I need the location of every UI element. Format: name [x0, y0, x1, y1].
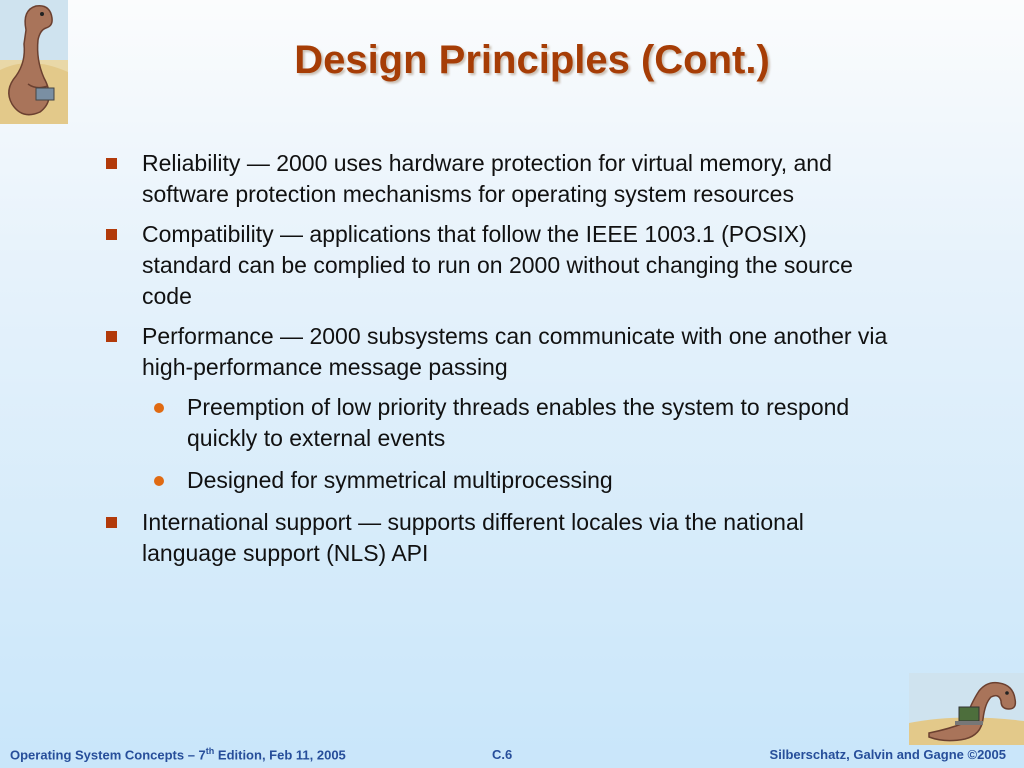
sub-bullet-text: Designed for symmetrical multiprocessing — [187, 467, 613, 493]
dinosaur-logo-bottom — [909, 673, 1024, 745]
bullet-text: Compatibility — applications that follow the IEEE 1003.1 (POSIX) standard can be complied to run on 2000 without changing the source code — [142, 221, 853, 309]
square-bullet-icon — [106, 517, 117, 528]
slide-title: Design Principles (Cont.) — [294, 38, 770, 82]
round-bullet-icon — [154, 476, 164, 486]
sub-bullet-text: Preemption of low priority threads enables the system to respond quickly to external events — [187, 394, 850, 451]
round-bullet-icon — [154, 403, 164, 413]
footer-slide-number: C.6 — [492, 747, 513, 762]
square-bullet-icon — [106, 331, 117, 342]
bullet-text: Reliability — 2000 uses hardware protection for virtual memory, and software protection mechanisms for operating system resources — [142, 150, 832, 207]
bullet-text: Performance — 2000 subsystems can communicate with one another via high-performance message passing — [142, 323, 888, 380]
square-bullet-icon — [106, 158, 117, 169]
bullet-list — [100, 148, 900, 578]
bullet-item — [100, 148, 900, 210]
footer-book-info: Operating System Concepts – 7th Edition, Feb 11, 2005 — [10, 745, 346, 762]
footer-copyright: Silberschatz, Galvin and Gagne ©2005 — [769, 747, 1006, 762]
bullet-item — [100, 219, 900, 312]
sub-bullet-item — [100, 465, 900, 496]
sub-bullet-item — [100, 392, 900, 454]
bullet-item — [100, 321, 900, 383]
bullet-item — [100, 507, 900, 569]
bullet-text: International support — supports different locales via the national language support (NLS) API — [142, 509, 804, 566]
square-bullet-icon — [106, 229, 117, 240]
